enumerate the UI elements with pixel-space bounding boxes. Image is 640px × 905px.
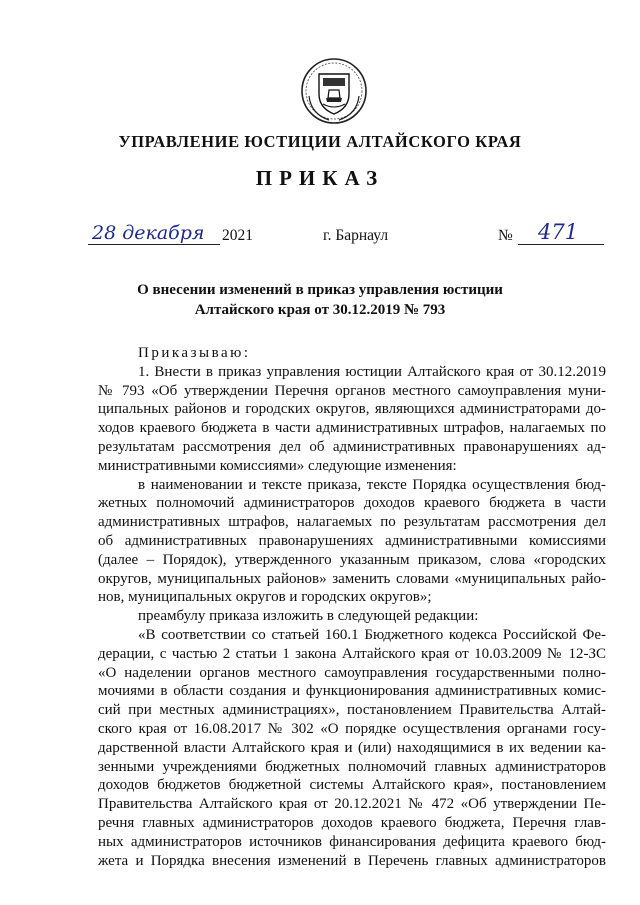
body-line: результатам рассмотрения дел об административных правонарушениях ад- [98, 438, 606, 455]
subject-heading [0, 280, 640, 320]
body-line: «О наделении органов местного самоуправления государственными полно- [98, 664, 606, 681]
body-line: дерации, с частью 2 статьи 1 закона Алтайского края от 10.03.2009 № 12-ЗС [98, 645, 606, 662]
coat-of-arms-emblem [299, 56, 369, 126]
body-line: нов, муниципальных округов и городских округов»; [98, 589, 432, 606]
body-line: преамбулу приказа изложить в следующей редакции: [138, 608, 479, 625]
date-year: 2021 [222, 227, 253, 244]
body-line: № 793 «Об утверждении Перечня органов местного самоуправления муни- [98, 382, 606, 399]
body-line: (далее – Порядок), утвержденного указанным приказом, слова «городских [98, 551, 606, 568]
organization-name: УПРАВЛЕНИЕ ЮСТИЦИИ АЛТАЙСКОГО КРАЯ [118, 132, 522, 151]
handwritten-date: 28 декабря [92, 222, 205, 244]
body-line: ных администраторов источников финансирования дефицита краевого бюд- [98, 833, 606, 850]
body-line: об административных правонарушениях административными комиссиями [98, 532, 606, 549]
body-line: доходов бюджетов бюджетной системы Алтайского края», постановлением [98, 777, 606, 794]
date-number-line [0, 222, 640, 252]
body-line: ходов краевого бюджета в части административных штрафов, налагаемых по [98, 420, 606, 437]
body-line: в наименовании и тексте приказа, тексте Порядка осуществления бюд- [138, 476, 606, 493]
document-body [98, 344, 606, 870]
number-underline [518, 244, 604, 245]
subject-line-2: Алтайского края от 30.12.2019 № 793 [194, 302, 446, 318]
body-line: жета и Порядка внесения изменений в Перечень главных администраторов [98, 852, 606, 869]
document-type-title: ПРИКАЗ [255, 166, 385, 190]
body-line: Правительства Алтайского края от 20.12.2021 № 472 «Об утверждении Пе- [98, 796, 606, 813]
body-line: речня главных администраторов доходов краевого бюджета, Перечня глав- [98, 814, 606, 831]
body-line: дарственной власти Алтайского края и (или) находящимися в их ведении ка- [98, 739, 606, 756]
body-line: министративными комиссиями» следующие изменения: [98, 457, 457, 474]
body-line: ского края от 16.08.2017 № 302 «О порядке осуществления органами госу- [98, 720, 606, 737]
date-underline [88, 244, 220, 245]
body-line: 1. Внести в приказ управления юстиции Алтайского края от 30.12.2019 [138, 363, 606, 380]
body-line: жетных полномочий администраторов доходов краевого бюджета в части [98, 495, 606, 512]
body-line: ципальных районов и городских округов, являющихся администраторами до- [98, 401, 606, 418]
body-line: сий при местных администрациях», постановлением Правительства Алтай- [98, 702, 606, 719]
body-line: административных штрафов, налагаемых по результатам рассмотрения дел [98, 514, 606, 531]
body-line: мочиями в области создания и функционирования административных комис- [98, 683, 606, 700]
body-line: зенными учреждениями бюджетных полномочий главных администраторов [98, 758, 606, 775]
subject-line-1: О внесении изменений в приказ управления юстиции [137, 282, 503, 298]
city-name: г. Барнаул [323, 227, 389, 244]
handwritten-number: 471 [538, 220, 579, 244]
body-line: «В соответствии со статьей 160.1 Бюджетного кодекса Российской Фе- [138, 626, 606, 643]
body-line: округов, муниципальных районов» заменить словами «муниципальных райо- [98, 570, 606, 587]
number-sign: № [498, 227, 513, 244]
body-line: Приказываю: [138, 345, 251, 361]
